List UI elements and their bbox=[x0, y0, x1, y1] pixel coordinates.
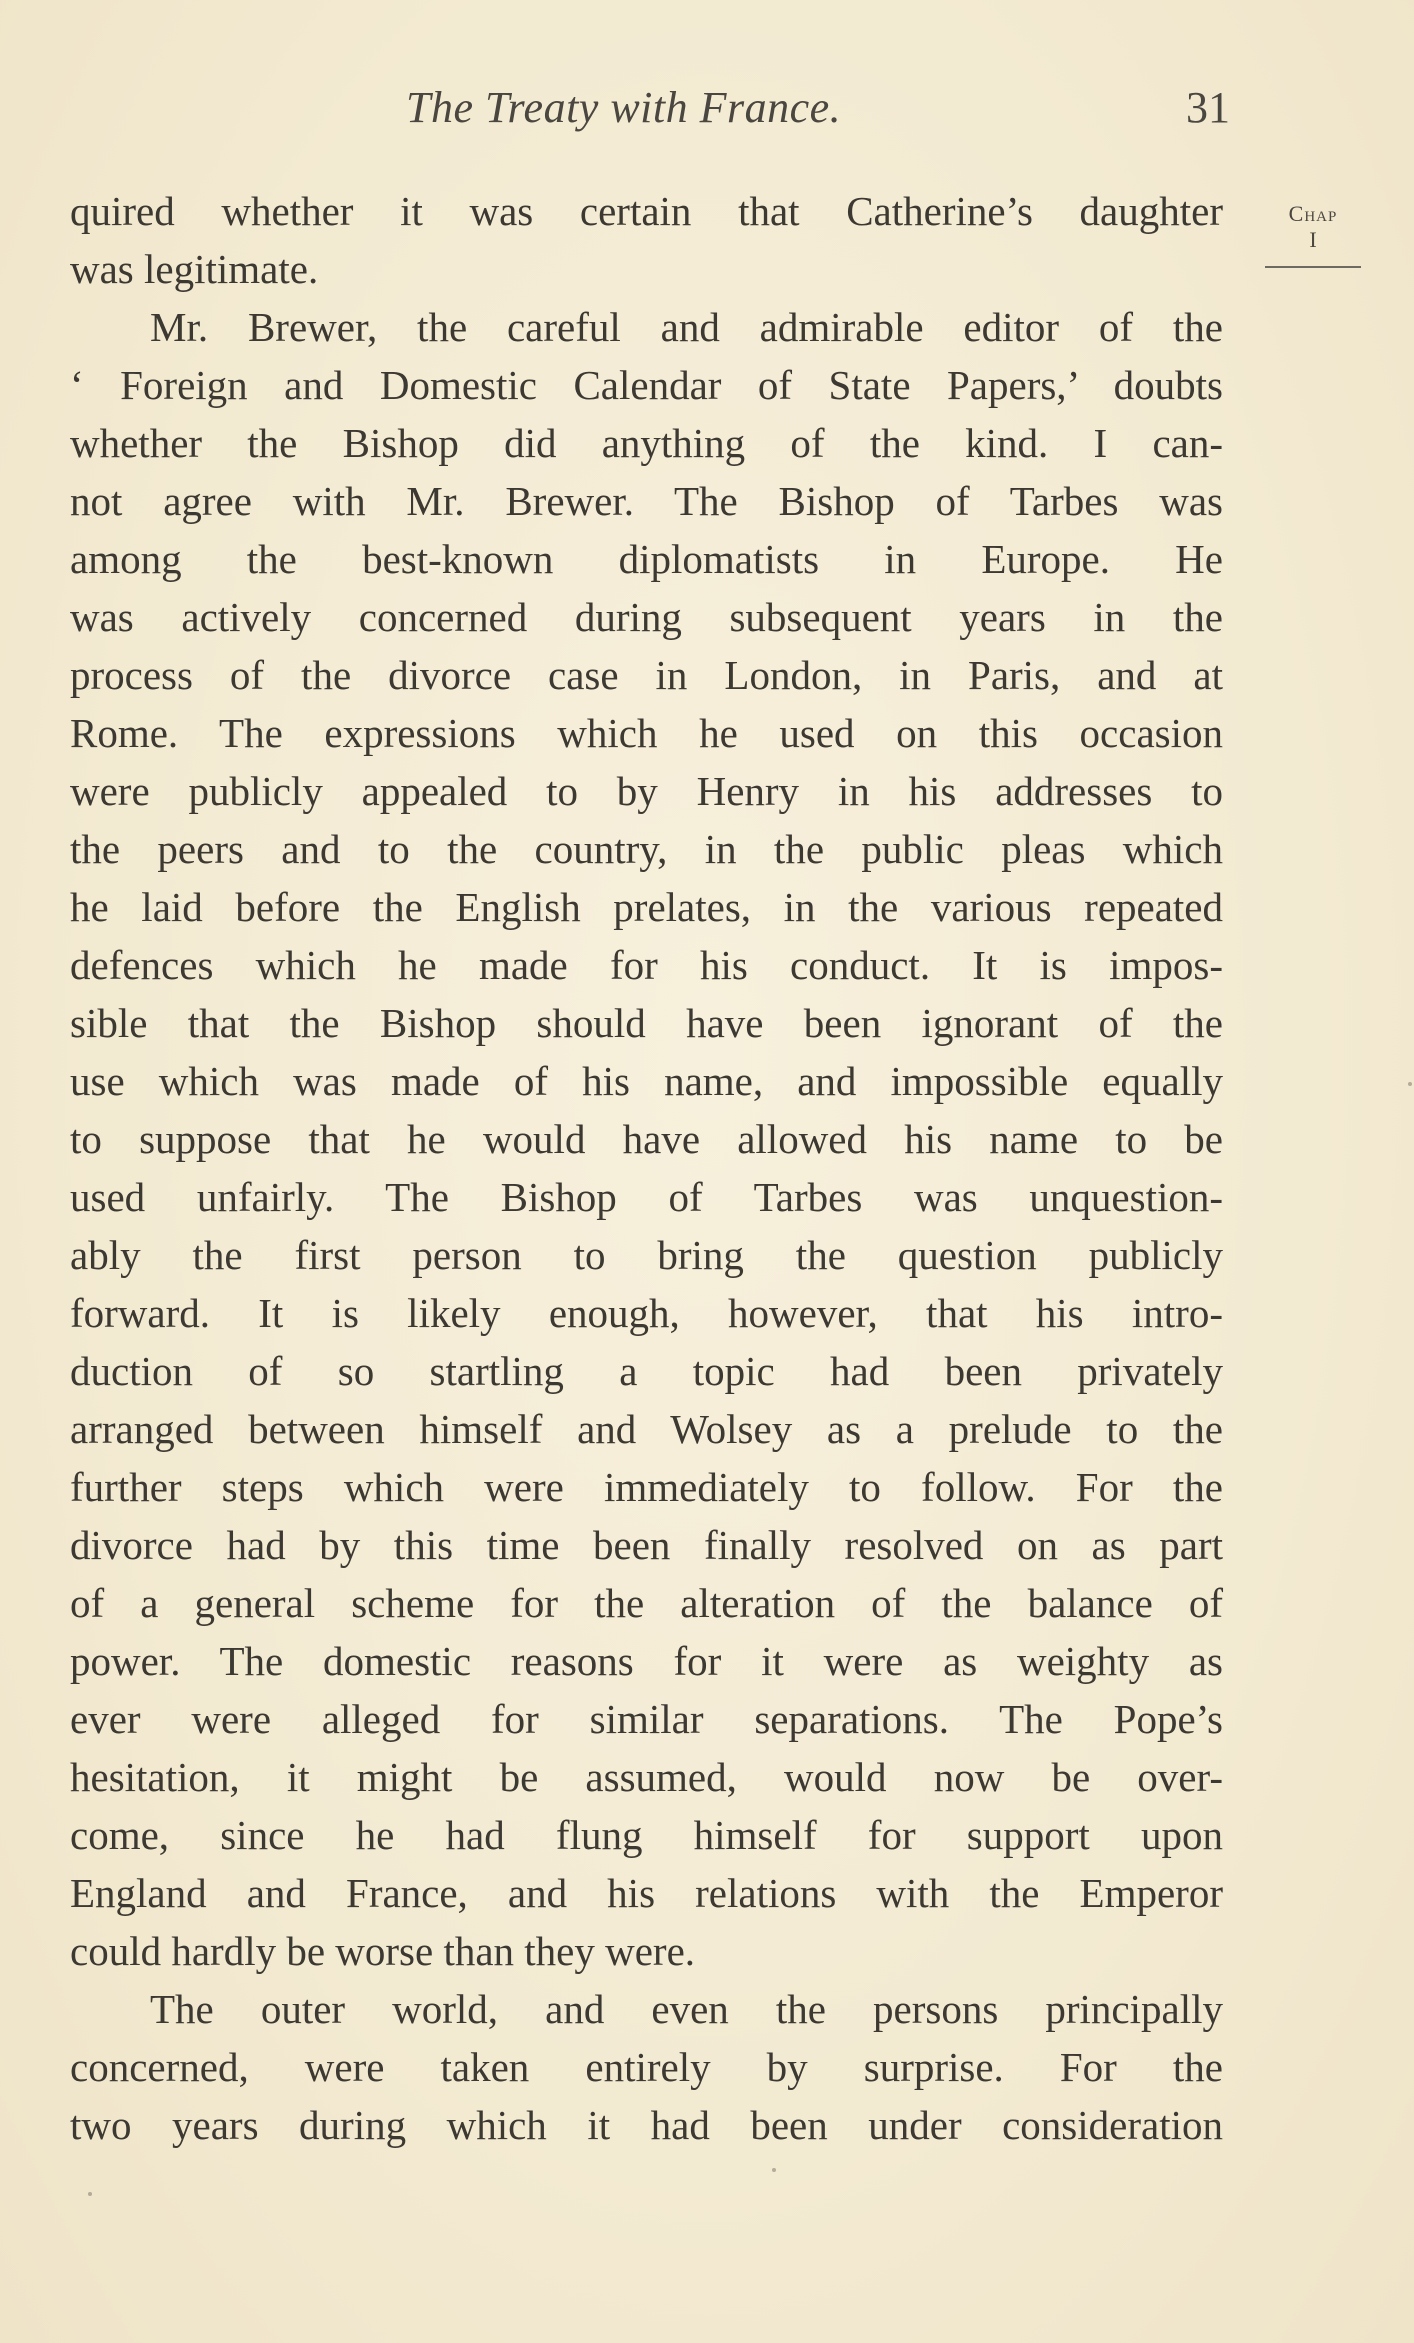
text-line: not agree with Mr. Brewer. The Bishop of Tarbes was bbox=[70, 478, 1223, 524]
text-line: ‘ Foreign and Domestic Calendar of State Papers,’ doubts bbox=[70, 362, 1223, 408]
text-line: come, since he had flung himself for support upon bbox=[70, 1812, 1223, 1858]
paragraph bbox=[70, 182, 1223, 298]
text-line: Rome. The expressions which he used on this occasion bbox=[70, 710, 1223, 756]
text-line: two years during which it had been under consideration bbox=[70, 2102, 1223, 2148]
text-line: defences which he made for his conduct. It is impos- bbox=[70, 942, 1223, 988]
text-line: England and France, and his relations with the Emperor bbox=[70, 1870, 1223, 1916]
text-line: could hardly be worse than they were. bbox=[70, 1928, 696, 1974]
margin-chapter-number: I bbox=[1309, 227, 1317, 252]
chapter-margin-note bbox=[1268, 200, 1358, 268]
paragraph bbox=[70, 298, 1223, 1980]
text-line: was actively concerned during subsequent years in the bbox=[70, 594, 1223, 640]
page-header bbox=[70, 82, 1230, 142]
text-line: ably the first person to bring the question publicly bbox=[70, 1232, 1223, 1278]
paragraph bbox=[70, 1980, 1223, 2154]
text-line: were publicly appealed to by Henry in his addresses to bbox=[70, 768, 1223, 814]
text-line: sible that the Bishop should have been ignorant of the bbox=[70, 1000, 1223, 1046]
paper-speck bbox=[772, 2168, 776, 2172]
text-line: The outer world, and even the persons principally bbox=[150, 1986, 1223, 2032]
text-line: whether the Bishop did anything of the kind. I can- bbox=[70, 420, 1223, 466]
margin-rule bbox=[1265, 266, 1361, 268]
text-line: quired whether it was certain that Catherine’s daughter bbox=[70, 188, 1223, 234]
running-title: The Treaty with France. bbox=[406, 83, 842, 132]
text-line: among the best-known diplomatists in Europe. He bbox=[70, 536, 1223, 582]
text-line: he laid before the English prelates, in the various repeated bbox=[70, 884, 1223, 930]
text-line: concerned, were taken entirely by surprise. For the bbox=[70, 2044, 1223, 2090]
text-line: divorce had by this time been finally resolved on as part bbox=[70, 1522, 1223, 1568]
text-line: use which was made of his name, and impossible equally bbox=[70, 1058, 1223, 1104]
body-text bbox=[70, 182, 1223, 2154]
text-line: forward. It is likely enough, however, that his intro- bbox=[70, 1290, 1223, 1336]
text-line: hesitation, it might be assumed, would now be over- bbox=[70, 1754, 1223, 1800]
text-line: of a general scheme for the alteration of the balance of bbox=[70, 1580, 1223, 1626]
text-line: duction of so startling a topic had been privately bbox=[70, 1348, 1223, 1394]
text-line: used unfairly. The Bishop of Tarbes was unquestion- bbox=[70, 1174, 1223, 1220]
text-line: the peers and to the country, in the public pleas which bbox=[70, 826, 1223, 872]
text-line: Mr. Brewer, the careful and admirable editor of the bbox=[150, 304, 1223, 350]
text-line: further steps which were immediately to follow. For the bbox=[70, 1464, 1223, 1510]
page-number: 31 bbox=[1186, 83, 1230, 132]
text-line: arranged between himself and Wolsey as a prelude to the bbox=[70, 1406, 1223, 1452]
text-line: to suppose that he would have allowed his name to be bbox=[70, 1116, 1223, 1162]
text-line: power. The domestic reasons for it were as weighty as bbox=[70, 1638, 1223, 1684]
text-line: was legitimate. bbox=[70, 246, 319, 292]
paper-speck bbox=[1408, 1082, 1412, 1086]
text-line: ever were alleged for similar separations. The Pope’s bbox=[70, 1696, 1223, 1742]
text-line: process of the divorce case in London, in Paris, and at bbox=[70, 652, 1223, 698]
margin-chapter-label: Chap bbox=[1288, 201, 1338, 226]
paper-speck bbox=[88, 2192, 92, 2196]
